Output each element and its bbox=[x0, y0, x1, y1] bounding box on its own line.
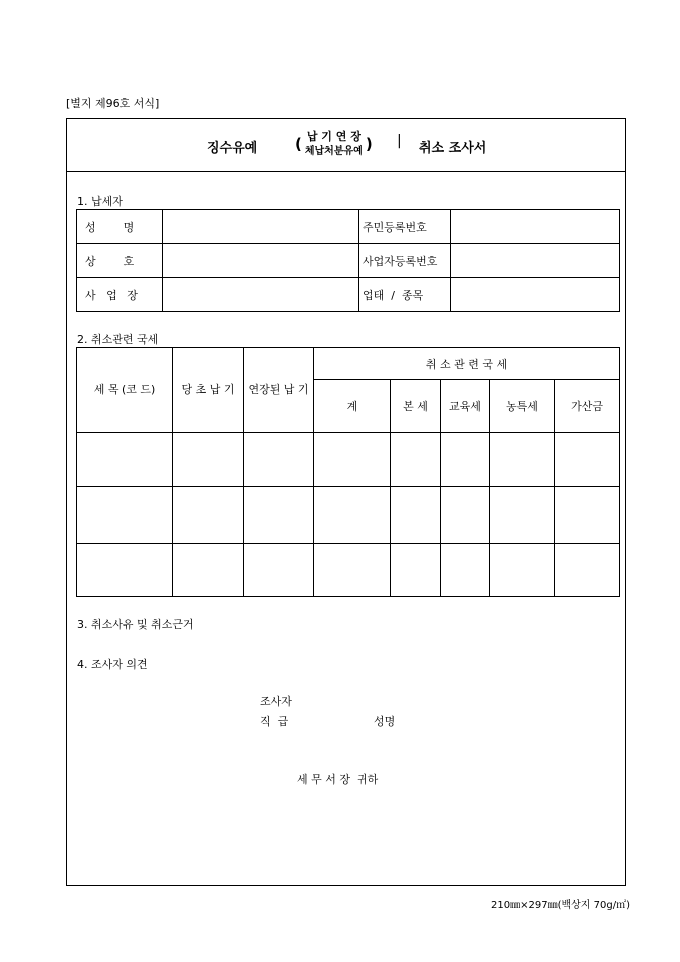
col-extended-due: 연장된 납 기 bbox=[244, 348, 314, 433]
signature-name-label: 성명 bbox=[374, 715, 396, 728]
table-row bbox=[77, 433, 620, 487]
table-row bbox=[77, 210, 620, 244]
section2-heading: 2. 취소관련 국세 bbox=[77, 333, 159, 346]
cell[interactable] bbox=[555, 487, 620, 544]
business-place-field[interactable] bbox=[163, 278, 359, 312]
col-main-tax: 본 세 bbox=[391, 380, 441, 433]
col-penalty: 가산금 bbox=[555, 380, 620, 433]
cell[interactable] bbox=[244, 544, 314, 597]
cell[interactable] bbox=[173, 544, 244, 597]
cell[interactable] bbox=[77, 487, 173, 544]
cell[interactable] bbox=[244, 433, 314, 487]
business-number-field[interactable] bbox=[451, 244, 620, 278]
table-row bbox=[77, 278, 620, 312]
paper-spec-note: 210㎜×297㎜(백상지 70g/㎡) bbox=[491, 900, 630, 911]
cell[interactable] bbox=[490, 487, 555, 544]
col-total: 계 bbox=[314, 380, 391, 433]
title-option-deferral: 체납처분유예 bbox=[304, 146, 363, 157]
cell[interactable] bbox=[490, 433, 555, 487]
cell[interactable] bbox=[555, 544, 620, 597]
resident-number-label: 주민등록번호 bbox=[359, 210, 451, 244]
cell[interactable] bbox=[314, 433, 391, 487]
cell[interactable] bbox=[77, 433, 173, 487]
cell[interactable] bbox=[441, 487, 490, 544]
cell[interactable] bbox=[391, 487, 441, 544]
table-row bbox=[77, 487, 620, 544]
name-label: 성 명 bbox=[77, 210, 163, 244]
col-rural-tax: 농특세 bbox=[490, 380, 555, 433]
col-tax-item: 세 목 (코 드) bbox=[77, 348, 173, 433]
form-frame bbox=[66, 118, 626, 886]
taxpayer-table bbox=[76, 209, 620, 312]
cell[interactable] bbox=[173, 487, 244, 544]
form-number-label: [별지 제96호 서식] bbox=[66, 97, 160, 110]
cell[interactable] bbox=[391, 544, 441, 597]
col-education-tax: 교육세 bbox=[441, 380, 490, 433]
title-sub: 취소 조사서 bbox=[419, 141, 487, 156]
investigator-label: 조사자 bbox=[260, 695, 292, 708]
addressee: 세 무 서 장 귀하 bbox=[297, 773, 379, 786]
title-option-extension: 납 기 연 장 bbox=[306, 130, 361, 143]
cell[interactable] bbox=[314, 544, 391, 597]
rank-label: 직 급 bbox=[260, 715, 289, 728]
cell[interactable] bbox=[391, 433, 441, 487]
section4-heading: 4. 조사자 의견 bbox=[77, 658, 148, 671]
business-number-label: 사업자등록번호 bbox=[359, 244, 451, 278]
cell[interactable] bbox=[555, 433, 620, 487]
col-original-due: 당 초 납 기 bbox=[173, 348, 244, 433]
business-type-label: 업태 / 종목 bbox=[359, 278, 451, 312]
name-field[interactable] bbox=[163, 210, 359, 244]
title-separator: | bbox=[397, 133, 402, 149]
resident-number-field[interactable] bbox=[451, 210, 620, 244]
table-header-row bbox=[77, 348, 620, 380]
left-paren-icon: ( bbox=[295, 135, 302, 153]
title-main: 징수유예 bbox=[207, 141, 258, 156]
title-brace-group bbox=[295, 129, 373, 159]
section1-heading: 1. 납세자 bbox=[77, 195, 123, 208]
col-group-related-tax: 취 소 관 련 국 세 bbox=[314, 348, 620, 380]
cell[interactable] bbox=[441, 433, 490, 487]
cell[interactable] bbox=[244, 487, 314, 544]
table-row bbox=[77, 544, 620, 597]
cell[interactable] bbox=[314, 487, 391, 544]
section3-heading: 3. 취소사유 및 취소근거 bbox=[77, 618, 194, 631]
trade-name-label: 상 호 bbox=[77, 244, 163, 278]
title-bar bbox=[67, 119, 625, 172]
cell[interactable] bbox=[441, 544, 490, 597]
business-type-field[interactable] bbox=[451, 278, 620, 312]
cell[interactable] bbox=[490, 544, 555, 597]
right-paren-icon: ) bbox=[365, 135, 373, 153]
trade-name-field[interactable] bbox=[163, 244, 359, 278]
cell[interactable] bbox=[77, 544, 173, 597]
business-place-label: 사 업 장 bbox=[77, 278, 163, 312]
table-row bbox=[77, 244, 620, 278]
related-tax-table bbox=[76, 347, 620, 597]
cell[interactable] bbox=[173, 433, 244, 487]
